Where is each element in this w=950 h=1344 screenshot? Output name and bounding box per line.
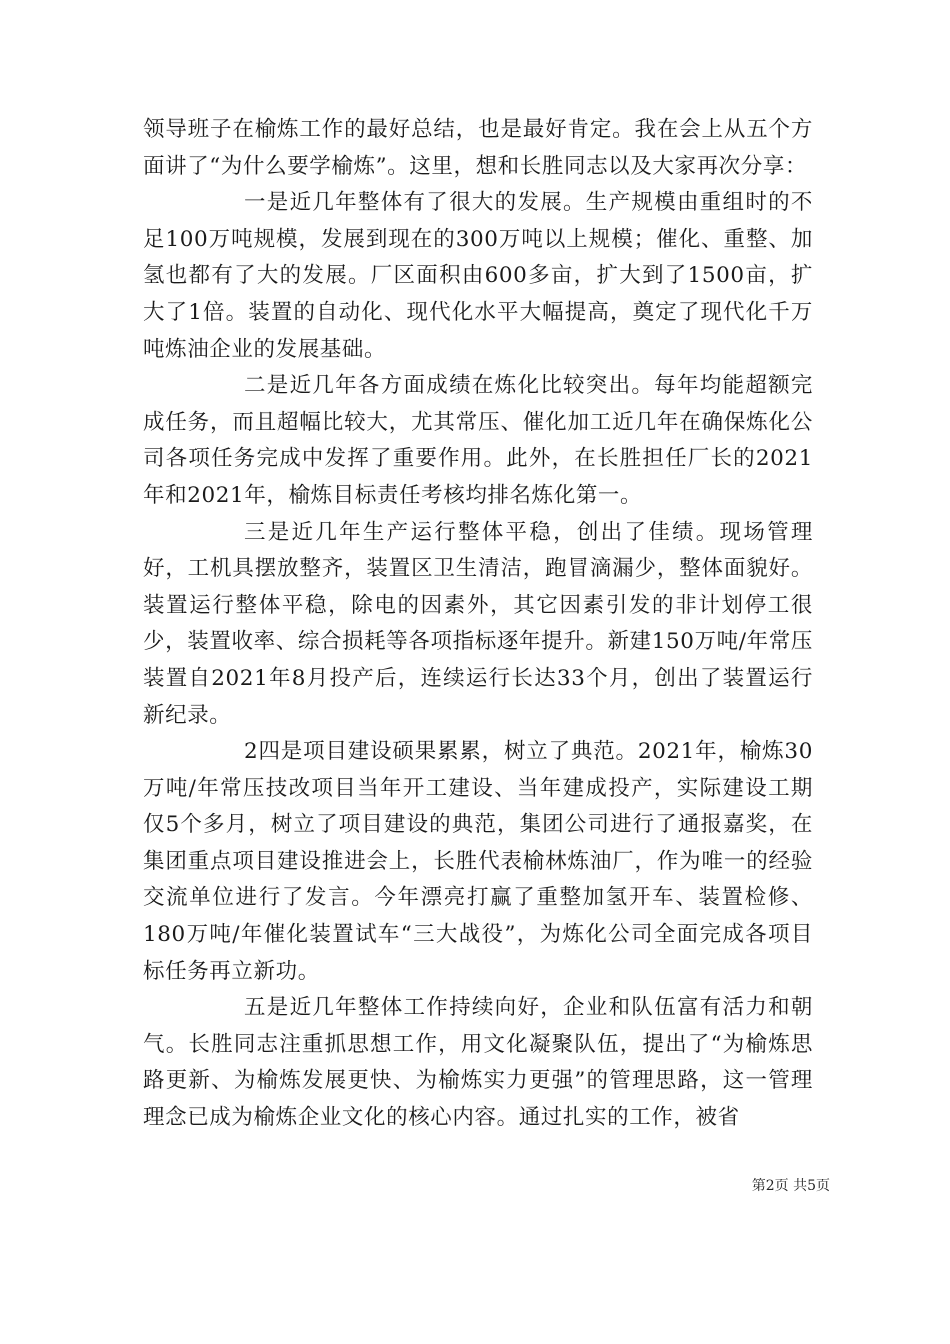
paragraph-point-three: 三是近几年生产运行整体平稳，创出了佳绩。现场管理好，工机具摆放整齐，装置区卫生清洁，跑冒滴漏少，整体面貌好。装置运行整体平稳，除电的因素外，其它因素引发的非计划停工很少，装置收率、综合损耗等各项指标逐年提升。新建150万吨/年常压装置自2021年8月投产后，连续运行长达33个月，创出了装置运行新纪录。 xyxy=(143,519,813,728)
paragraph-point-five: 五是近几年整体工作持续向好，企业和队伍富有活力和朝气。长胜同志注重抓思想工作，用文化凝聚队伍，提出了“为榆炼思路更新、为榆炼发展更快、为榆炼实力更强”的管理思路，这一管理理念已成为榆炼企业文化的核心内容。通过扎实的工作，被省 xyxy=(143,995,813,1131)
paragraph-intro: 领导班子在榆炼工作的最好总结，也是最好肯定。我在会上从五个方面讲了“为什么要学榆炼”。这里，想和长胜同志以及大家再次分享： xyxy=(143,117,813,179)
paragraph-point-four: 2四是项目建设硕果累累，树立了典范。2021年，榆炼30万吨/年常压技改项目当年开工建设、当年建成投产，实际建设工期仅5个多月，树立了项目建设的典范，集团公司进行了通报嘉奖，在集团重点项目建设推进会上，长胜代表榆林炼油厂，作为唯一的经验交流单位进行了发言。今年漂亮打赢了重整加氢开车、装置检修、180万吨/年催化装置试车“三大战役”，为炼化公司全面完成各项目标任务再立新功。 xyxy=(143,739,813,984)
document-body xyxy=(143,112,813,1137)
page-number-footer: 第2页 共5页 xyxy=(751,1178,830,1194)
paragraph-point-one: 一是近几年整体有了很大的发展。生产规模由重组时的不足100万吨规模，发展到现在的300万吨以上规模；催化、重整、加氢也都有了大的发展。厂区面积由600多亩，扩大到了1500亩，扩大了1倍。装置的自动化、现代化水平大幅提高，奠定了现代化千万吨炼油企业的发展基础。 xyxy=(143,190,813,362)
paragraph-point-two: 二是近几年各方面成绩在炼化比较突出。每年均能超额完成任务，而且超幅比较大，尤其常压、催化加工近几年在确保炼化公司各项任务完成中发挥了重要作用。此外，在长胜担任厂长的2021年和2021年，榆炼目标责任考核均排名炼化第一。 xyxy=(143,373,813,508)
